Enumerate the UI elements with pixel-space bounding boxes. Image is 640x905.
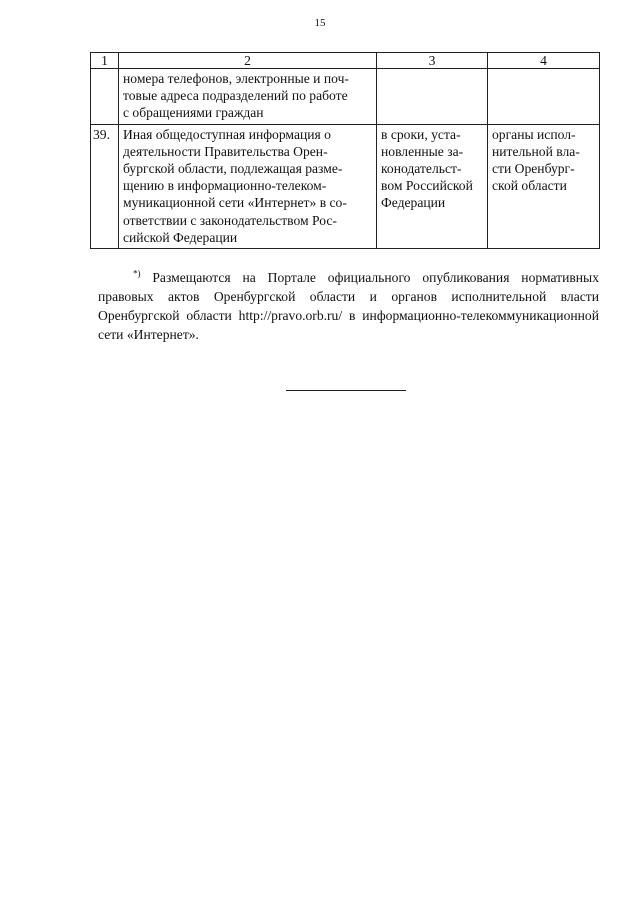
description-cell: Иная общедоступная информация о деятельности Правительства Орен- бургской области, подлежащая разме- щению в информационно-телеком- муникационной сети «Интернет» в со- ответствии с законодательством Рос- сийской Федерации [119,124,377,248]
footnote-text: Размещаются на Портале официального опубликования нормативных правовых актов Оренбургской области и органов исполнительной власти Оренбургской области http://pravo.orb.ru/ в информационно-телекоммуникационной сети «Интернет». [98,270,599,342]
column-header-1: 1 [91,53,119,69]
document-table [90,52,600,249]
responsible-cell [488,69,600,125]
page-number: 15 [314,17,326,29]
deadline-cell [377,69,488,125]
footnote [98,268,599,344]
description-cell: номера телефонов, электронные и поч- товые адреса подразделений по работе с обращениями граждан [119,69,377,125]
table-row [91,69,600,125]
table-header-row [91,53,600,69]
column-header-4: 4 [488,53,600,69]
deadline-cell: в сроки, уста- новленные за- конодательст- вом Российской Федерации [377,124,488,248]
row-number-cell [91,69,119,125]
column-header-3: 3 [377,53,488,69]
table-row [91,124,600,248]
responsible-cell: органы испол- нительной вла- сти Оренбург- ской области [488,124,600,248]
column-header-2: 2 [119,53,377,69]
footnote-marker: *) [133,268,141,279]
row-number-cell: 39. [91,124,119,248]
separator-line [286,390,406,391]
